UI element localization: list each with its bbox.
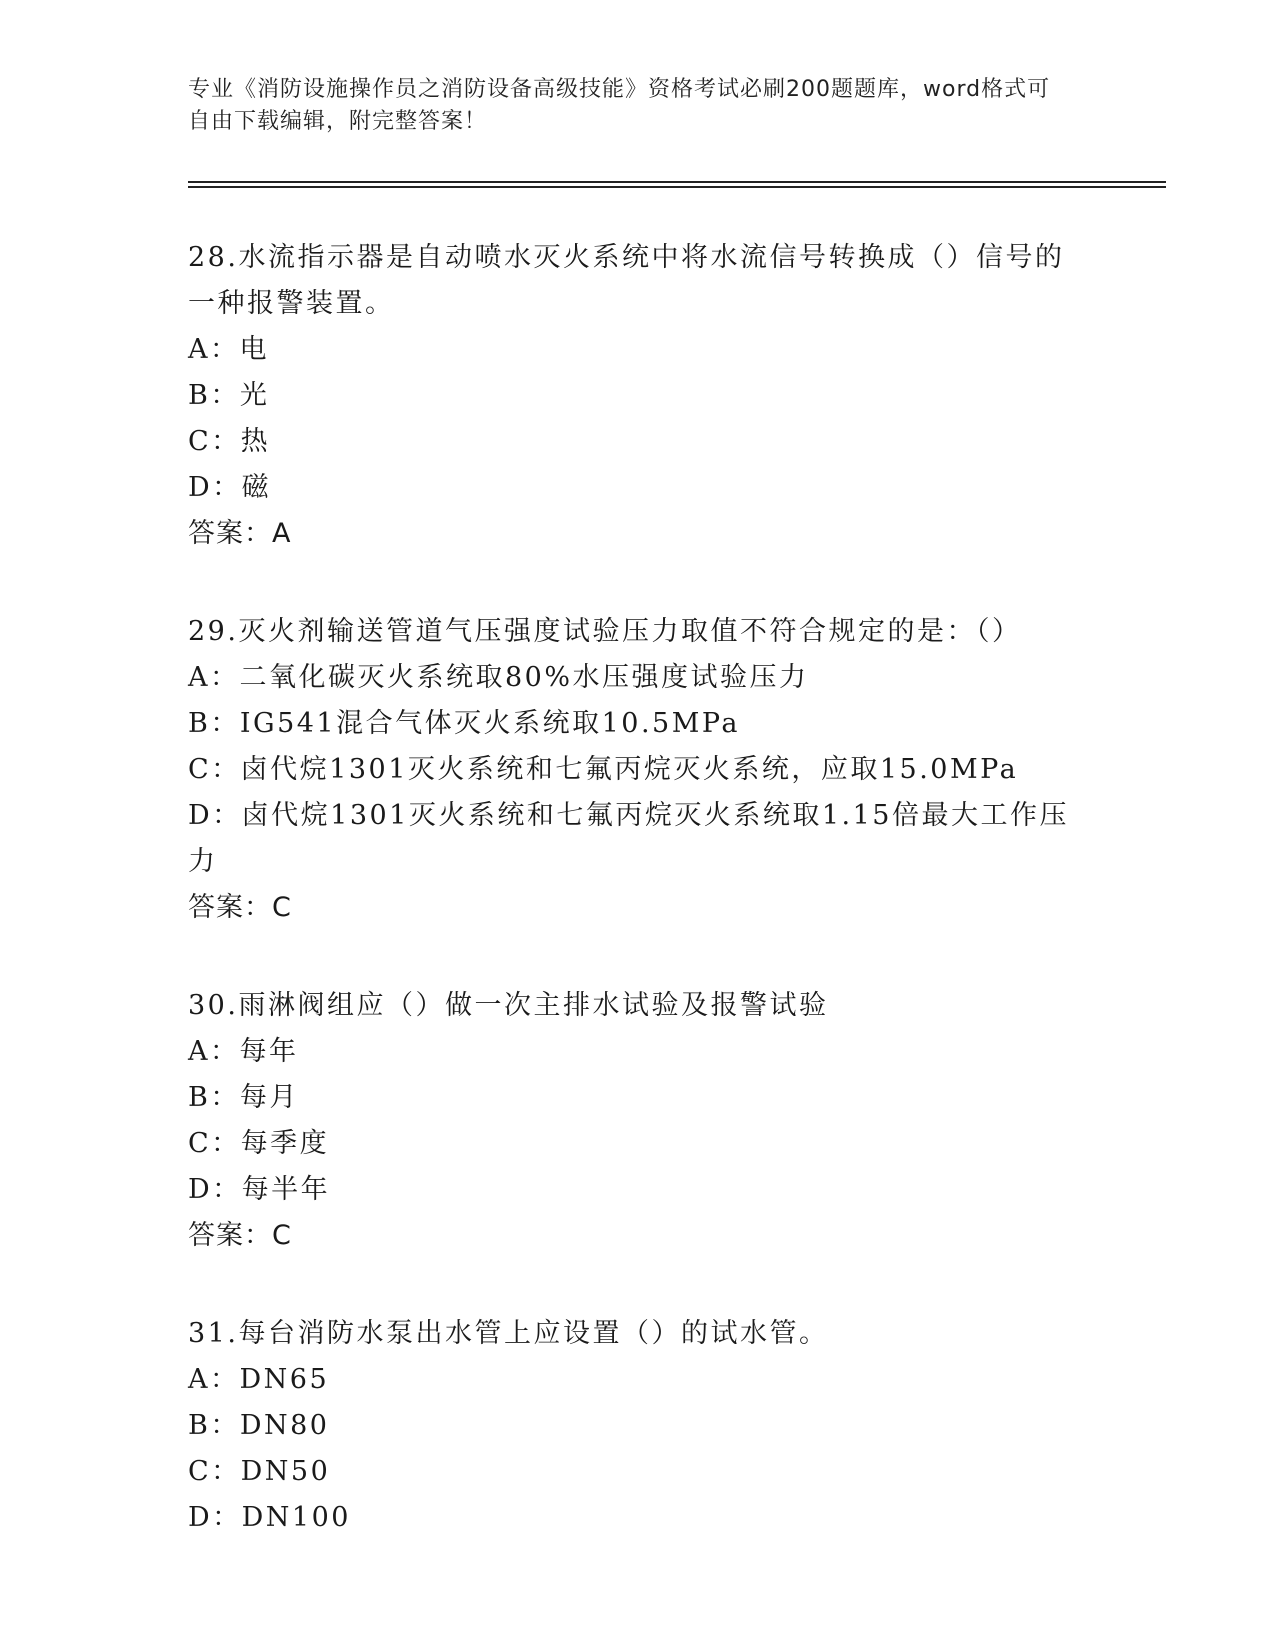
question-28 [188, 235, 1088, 557]
question-stem: 31.每台消防水泵出水管上应设置（）的试水管。 [188, 1318, 829, 1349]
header-divider-bottom [188, 186, 1166, 188]
option-a: A：每年 [188, 1036, 299, 1067]
option-d: D：每半年 [188, 1174, 331, 1205]
option-b: B：DN80 [188, 1410, 330, 1441]
question-30 [188, 983, 1088, 1259]
option-b: B：IG541混合气体灭火系统取10.5MPa [188, 708, 740, 739]
option-c: C：每季度 [188, 1128, 330, 1159]
answer-line: 答案：C [188, 1220, 292, 1251]
option-c: C：DN50 [188, 1456, 331, 1487]
answer-line: 答案：C [188, 892, 292, 923]
question-29 [188, 609, 1088, 931]
page-header: 专业《消防设施操作员之消防设备高级技能》资格考试必刷200题题库，word格式可自由下载编辑，附完整答案！ [188, 77, 1051, 134]
option-c: C：卤代烷1301灭火系统和七氟丙烷灭火系统，应取15.0MPa [188, 754, 1019, 785]
option-a: A：DN65 [188, 1364, 330, 1395]
header-divider-top [188, 181, 1166, 183]
option-d: D：卤代烷1301灭火系统和七氟丙烷灭火系统取1.15倍最大工作压力 [188, 800, 1069, 877]
option-a: A：电 [188, 334, 269, 365]
option-d: D：DN100 [188, 1502, 351, 1533]
question-stem: 29.灭火剂输送管道气压强度试验压力取值不符合规定的是：（） [188, 616, 1022, 647]
option-a: A：二氧化碳灭火系统取80%水压强度试验压力 [188, 662, 809, 693]
question-list [188, 235, 1088, 1593]
answer-line: 答案：A [188, 518, 292, 549]
option-d: D：磁 [188, 472, 272, 503]
question-stem: 30.雨淋阀组应（）做一次主排水试验及报警试验 [188, 990, 829, 1021]
option-b: B：光 [188, 380, 270, 411]
option-c: C：热 [188, 426, 271, 457]
question-31 [188, 1311, 1088, 1541]
option-b: B：每月 [188, 1082, 299, 1113]
question-stem: 28.水流指示器是自动喷水灭火系统中将水流信号转换成（）信号的一种报警装置。 [188, 242, 1065, 319]
